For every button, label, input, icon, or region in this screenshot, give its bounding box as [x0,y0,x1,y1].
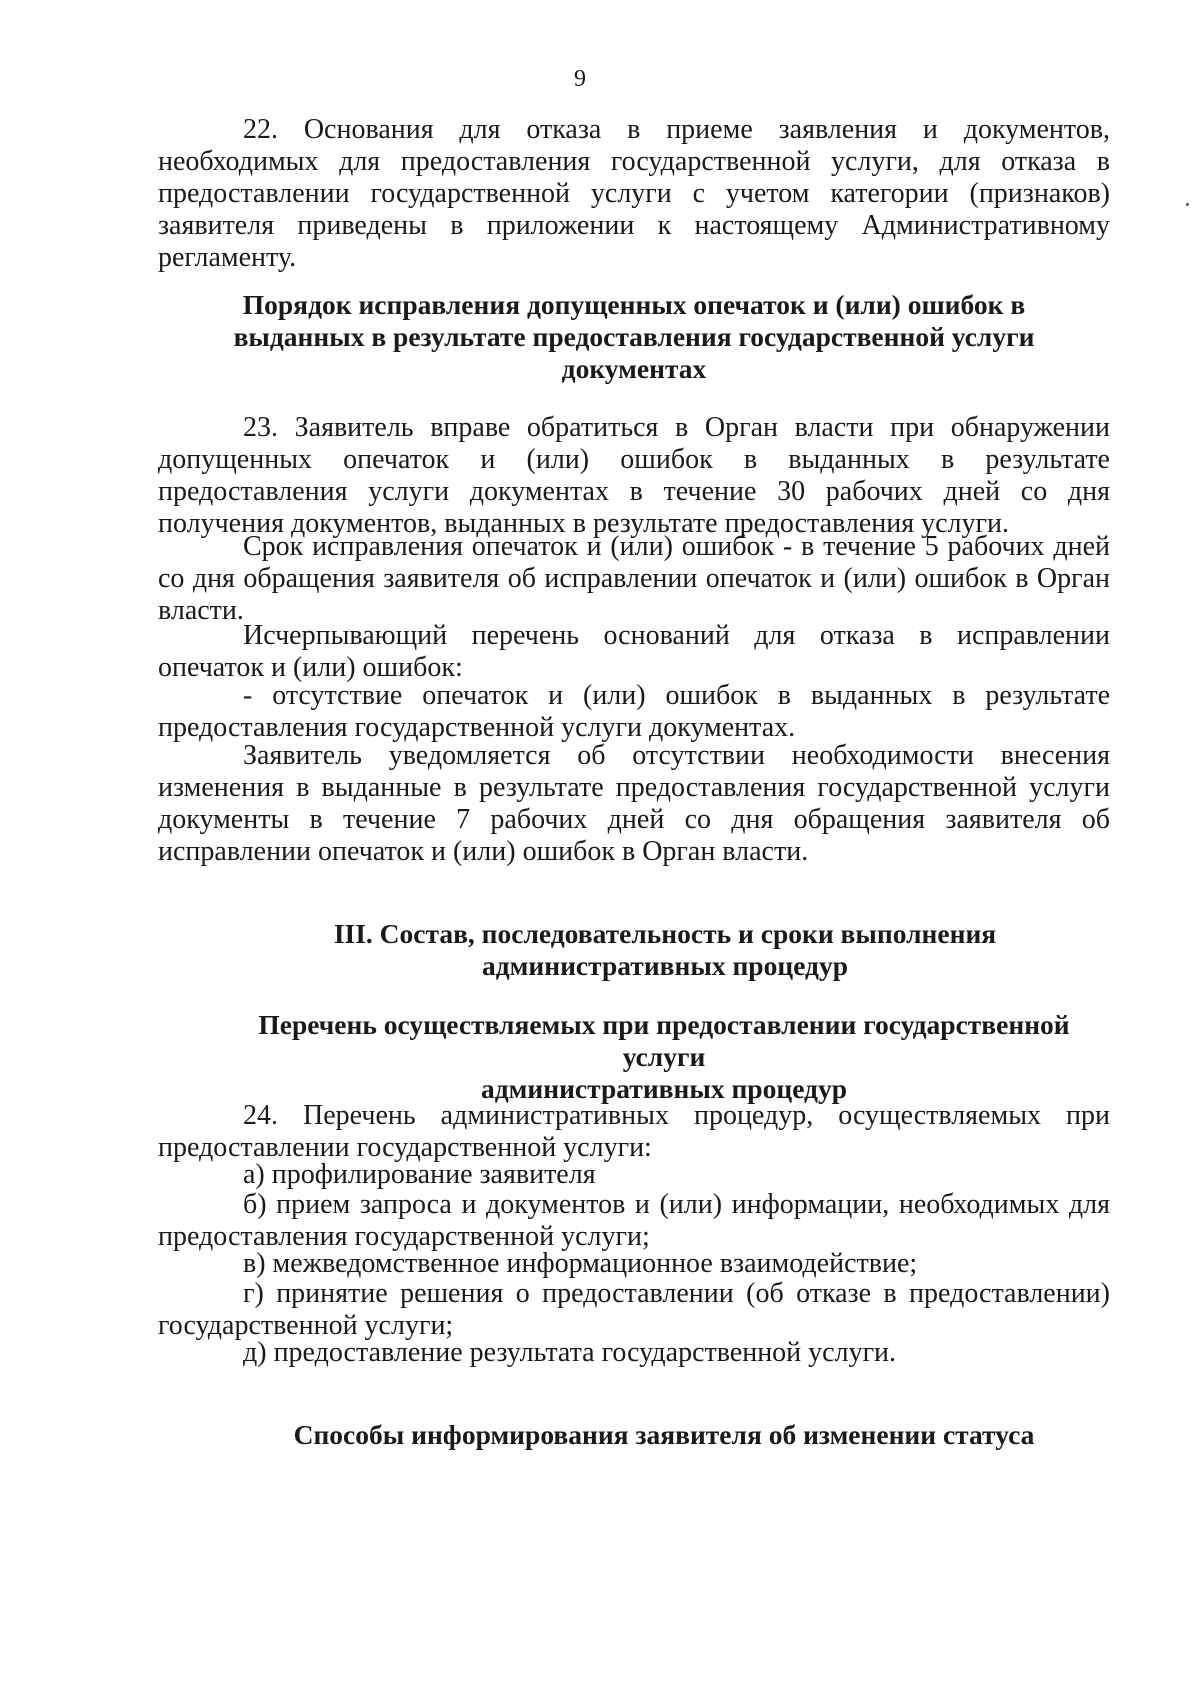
heading-procedures-line-2: услуги [622,1041,706,1072]
paragraph-23: 23. Заявитель вправе обратиться в Орган власти при обнаружении допущенных опечаток и (или) ошибок в выданных в результате предоставления услуги документах в течение 30 рабочих дней со дня получения документов, выданных в результате предоставления услуги. [158,412,1110,539]
paragraph-24: 24. Перечень административных процедур, осуществляемых при предоставлении государственной услуги: [158,1100,1110,1163]
paragraph-23-term: Срок исправления опечаток и (или) ошибок - в течение 5 рабочих дней со дня обращения заявителя об исправлении опечаток и (или) ошибок в Орган власти. [158,531,1110,626]
paragraph-23-notify: Заявитель уведомляется об отсутствии необходимости внесения изменения в выданные в результате предоставления государственной услуги документы в течение 7 рабочих дней со дня обращения заявителя об исправлении опечаток и (или) ошибок в Орган власти. [158,740,1110,867]
paragraph-24-a: а) профилирование заявителя [243,1159,596,1190]
paragraph-24-v: в) межведомственное информационное взаимодействие; [243,1248,918,1279]
paragraph-23-list-item: - отсутствие опечаток и (или) ошибок в выданных в результате предоставления государственной услуги документах. [158,680,1110,743]
heading-status: Способы информирования заявителя об изменении статуса [293,1419,1035,1450]
heading-section-3-line-1: III. Состав, последовательность и сроки выполнения [333,918,997,949]
page-number: 9 [574,66,586,92]
paragraph-24-b: б) прием запроса и документов и (или) информации, необходимых для предоставления государственной услуги; [158,1189,1110,1252]
paragraph-24-g: г) принятие решения о предоставлении (об отказе в предоставлении) государственной услуги; [158,1278,1110,1341]
heading-section-3-line-2: административных процедур [482,950,848,981]
heading-procedures-line-3: административных процедур [481,1073,847,1104]
paragraph-23-list-intro: Исчерпывающий перечень оснований для отказа в исправлении опечаток и (или) ошибок: [158,620,1110,683]
margin-dot [1186,203,1189,206]
heading-procedures-line-1: Перечень осуществляемых при предоставлении государственной [258,1009,1070,1040]
paragraph-24-d: д) предоставление результата государственной услуги. [243,1337,897,1368]
paragraph-22: 22. Основания для отказа в приеме заявления и документов, необходимых для предоставления государственной услуги, для отказа в предоставлении государственной услуги с учетом категории (признаков) заявителя приведены в приложении к настоящему Административному регламенту. [158,114,1110,273]
heading-corrections: Порядок исправления допущенных опечаток и (или) ошибок в выданных в результате предоставления государственной услуги документах [233,289,1035,384]
